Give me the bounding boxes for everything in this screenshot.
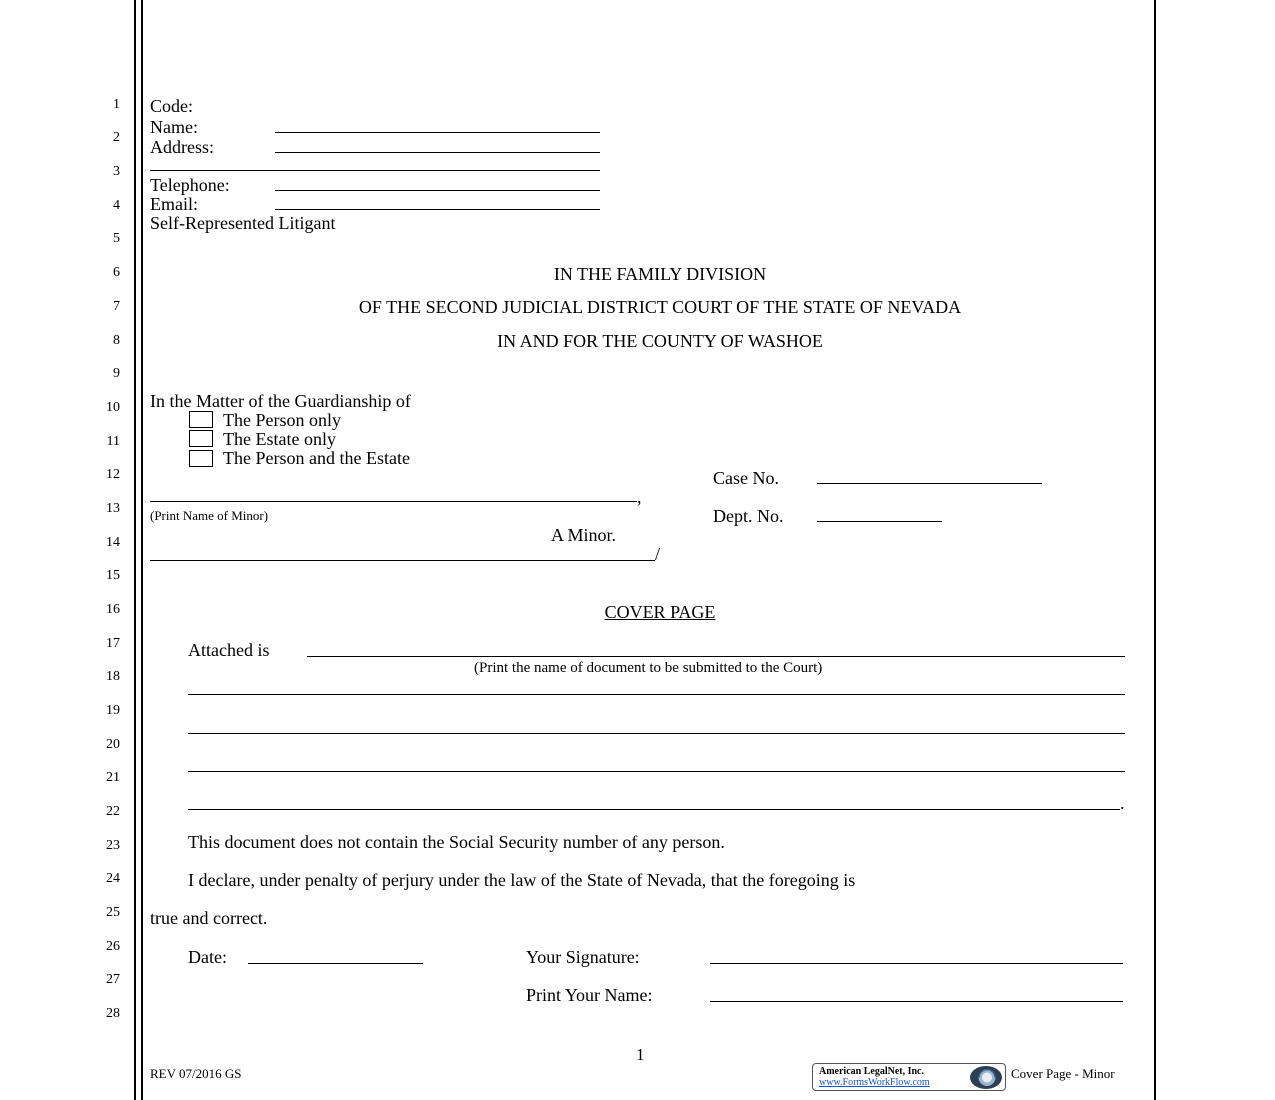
line-number: 23 [106, 838, 120, 853]
left-margin-rule-inner [141, 0, 143, 1100]
court-heading-line-1: IN THE FAMILY DIVISION [553, 264, 767, 284]
document-name-note: (Print the name of document to be submitted to the Court) [474, 660, 823, 676]
litigant-label: Self-Represented Litigant [150, 213, 336, 233]
print-your-name-label: Print Your Name: [526, 985, 653, 1005]
address-label: Address: [150, 137, 214, 157]
case-no-label: Case No. [713, 468, 779, 488]
signature-label: Your Signature: [526, 947, 640, 967]
declaration-line-2: true and correct. [150, 908, 268, 928]
code-label: Code: [150, 96, 193, 116]
line-number: 25 [106, 905, 120, 920]
line-number: 10 [106, 400, 120, 415]
name-field[interactable] [275, 132, 600, 133]
dept-no-label: Dept. No. [713, 506, 784, 526]
line-number: 7 [113, 299, 120, 314]
page-number: 1 [636, 1045, 645, 1064]
estate-only-label: The Estate only [223, 429, 336, 449]
declaration-line-1: I declare, under penalty of perjury under the law of the State of Nevada, that the foregoing is [188, 870, 856, 890]
logo-company-name: American LegalNet, Inc. [819, 1066, 924, 1077]
person-and-estate-checkbox[interactable] [189, 450, 213, 467]
attached-is-label: Attached is [188, 640, 270, 660]
print-name-of-minor-note: (Print Name of Minor) [150, 508, 269, 523]
line-number: 24 [106, 871, 120, 886]
email-field[interactable] [275, 209, 600, 210]
line-number: 11 [106, 434, 120, 449]
logo-url-link[interactable]: www.FormsWorkFlow.com [819, 1077, 930, 1088]
caption-slash: / [655, 544, 661, 564]
cover-page-title: COVER PAGE [604, 602, 716, 622]
left-margin-rule-outer [134, 0, 136, 1100]
case-no-field[interactable] [817, 483, 1042, 484]
email-label: Email: [150, 194, 198, 214]
american-legalnet-logo [812, 1063, 1006, 1091]
line-number: 26 [106, 939, 120, 954]
line-number: 16 [106, 602, 120, 617]
line-number: 21 [106, 770, 120, 785]
document-name-period: . [1120, 793, 1125, 813]
line-number: 14 [106, 535, 120, 550]
date-field[interactable] [248, 963, 423, 964]
globe-icon [969, 1065, 1003, 1090]
line-number: 4 [113, 198, 120, 213]
address-field-line-2[interactable] [150, 170, 600, 171]
line-number: 3 [113, 164, 120, 179]
form-title-label: Cover Page - Minor [1011, 1066, 1115, 1081]
minor-name-comma: , [637, 487, 642, 507]
revision-label: REV 07/2016 GS [150, 1066, 242, 1081]
print-your-name-field[interactable] [710, 1001, 1123, 1002]
line-number: 9 [113, 366, 120, 381]
dept-no-field[interactable] [817, 521, 942, 522]
date-label: Date: [188, 947, 227, 967]
estate-only-checkbox[interactable] [189, 430, 213, 447]
line-number: 6 [113, 265, 120, 280]
document-name-field-line-1[interactable] [307, 656, 1125, 657]
line-number: 19 [106, 703, 120, 718]
line-number: 1 [113, 97, 120, 112]
guardianship-matter-label: In the Matter of the Guardianship of [150, 391, 411, 411]
document-name-field-line-4[interactable] [188, 771, 1125, 772]
minor-name-field[interactable] [150, 501, 637, 502]
line-number: 2 [113, 130, 120, 145]
person-only-label: The Person only [223, 410, 341, 430]
line-number: 5 [113, 231, 120, 246]
document-name-field-line-3[interactable] [188, 733, 1125, 734]
right-margin-rule [1154, 0, 1156, 1100]
document-name-field-line-2[interactable] [188, 694, 1125, 695]
line-number: 27 [106, 972, 120, 987]
line-number: 20 [106, 737, 120, 752]
line-number: 22 [106, 804, 120, 819]
line-number: 12 [106, 467, 120, 482]
person-and-estate-label: The Person and the Estate [223, 448, 410, 468]
line-number: 17 [106, 636, 120, 651]
signature-field[interactable] [710, 963, 1123, 964]
line-number: 13 [106, 501, 120, 516]
line-number: 18 [106, 669, 120, 684]
document-name-field-line-5[interactable] [188, 809, 1120, 810]
caption-closing-line [150, 560, 655, 561]
line-number: 8 [113, 333, 120, 348]
line-number: 28 [106, 1006, 120, 1021]
telephone-field[interactable] [275, 190, 600, 191]
a-minor-label: A Minor. [551, 525, 617, 545]
court-heading-line-2: OF THE SECOND JUDICIAL DISTRICT COURT OF THE STATE OF NEVADA [358, 297, 962, 317]
court-heading-line-3: IN AND FOR THE COUNTY OF WASHOE [497, 331, 823, 351]
ssn-statement: This document does not contain the Social Security number of any person. [188, 832, 725, 852]
name-label: Name: [150, 117, 198, 137]
telephone-label: Telephone: [150, 175, 230, 195]
person-only-checkbox[interactable] [189, 411, 213, 428]
address-field-line-1[interactable] [275, 152, 600, 153]
line-number: 15 [106, 568, 120, 583]
